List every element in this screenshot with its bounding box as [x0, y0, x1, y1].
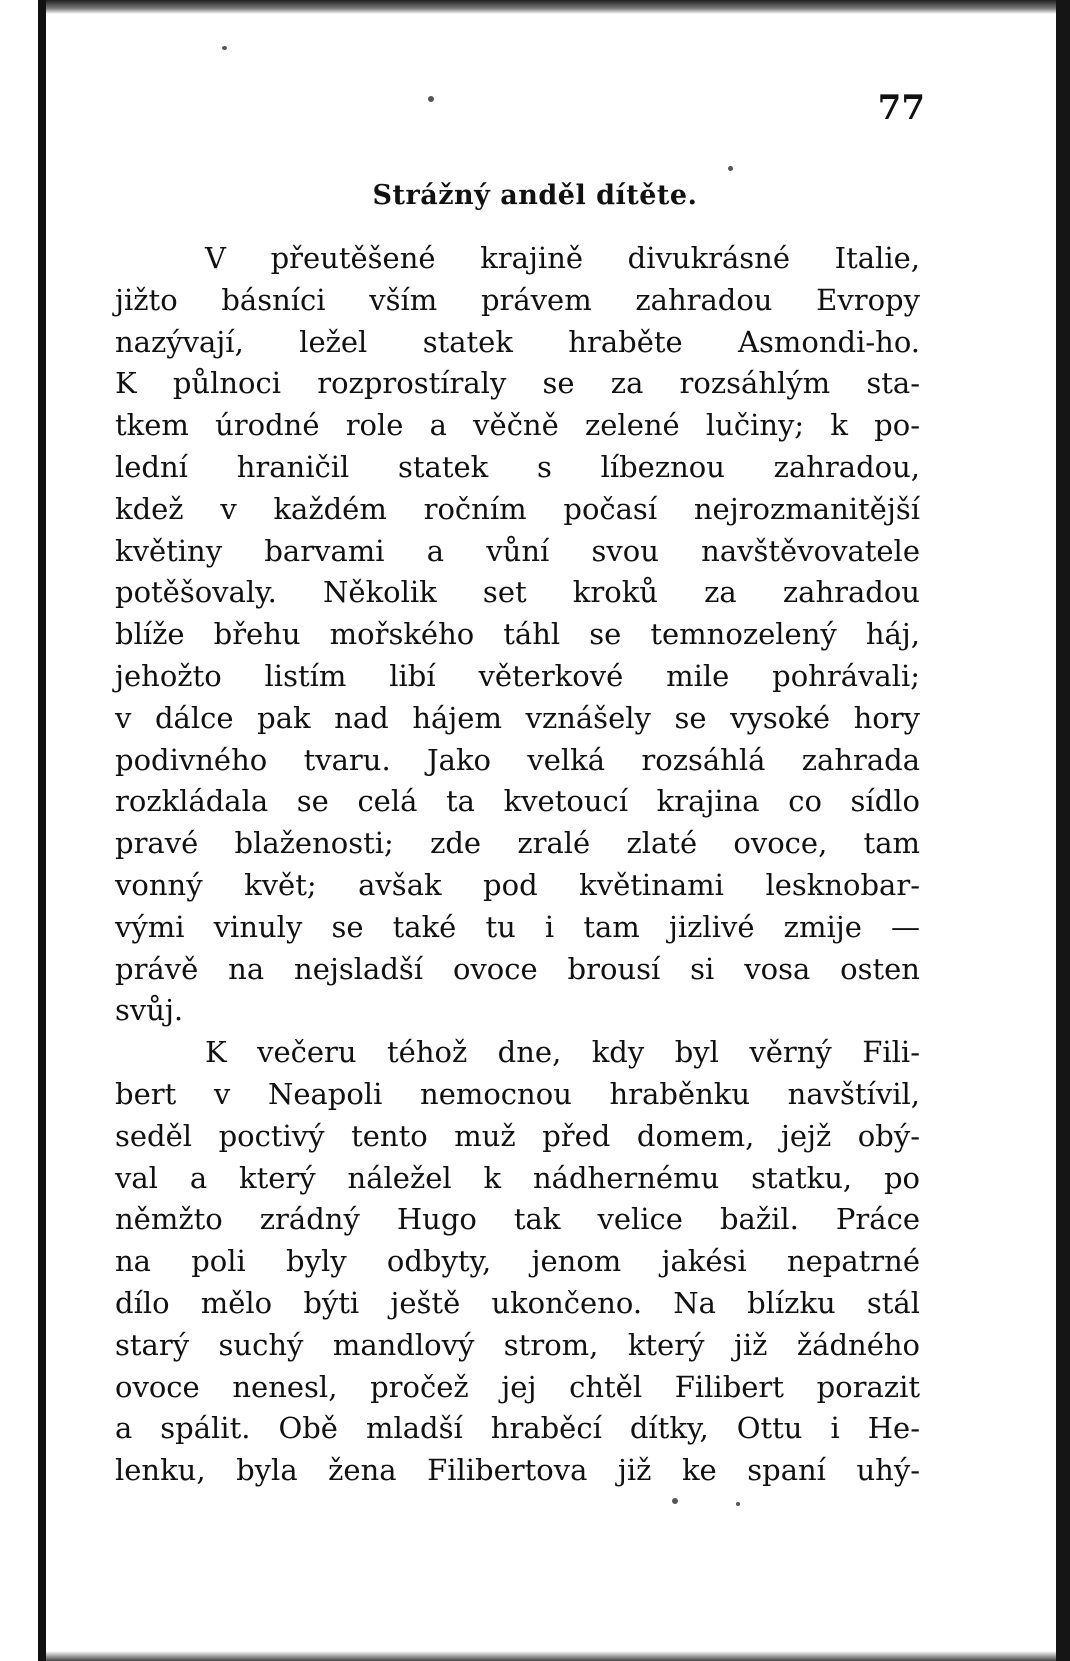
text-line: vonný květ; avšak pod květinami lesknobar- [115, 867, 920, 902]
text-line: jehožto listím libí věterkové mile pohrávali; [115, 658, 920, 693]
text-line: rozkládala se celá ta kvetoucí krajina co sídlo [115, 784, 920, 819]
text-line: ovoce nenesl, pročež jej chtěl Filibert porazit [115, 1369, 920, 1404]
text-line: lenku, byla žena Filibertova již ke spaní uhý- [115, 1453, 920, 1488]
scan-speck [222, 46, 227, 50]
text-line: právě na nejsladší ovoce brousí si vosa osten [115, 951, 920, 986]
text-line: květiny barvami a vůní svou navštěvovatele [115, 533, 920, 568]
page-left-edge [0, 0, 46, 1661]
text-line: pravé blaženosti; zde zralé zlaté ovoce, tam [115, 826, 920, 861]
scan-speck [728, 166, 733, 171]
chapter-heading: Strážný anděl dítěte. [372, 180, 698, 211]
text-line: tkem úrodné role a věčně zelené lučiny; k po- [115, 408, 920, 443]
text-line: val a který náležel k nádhernému statku, po [115, 1160, 920, 1195]
text-line: K večeru téhož dne, kdy byl věrný Fili- [205, 1035, 920, 1070]
text-line: blíže břehu mořského táhl se temnozelený háj, [115, 617, 920, 652]
scan-speck [736, 1502, 740, 1506]
scan-speck [672, 1498, 678, 1504]
text-line: dílo mělo býti ještě ukončeno. Na blízku stál [115, 1285, 920, 1320]
text-line: a spálit. Obě mladší hraběcí dítky, Ottu i He- [115, 1411, 920, 1446]
text-line: němžto zrádný Hugo tak velice bažil. Práce [115, 1202, 920, 1237]
text-line: podivného tvaru. Jako velká rozsáhlá zahrada [115, 742, 920, 777]
text-line: v dálce pak nad hájem vznášely se vysoké hory [115, 700, 920, 735]
text-line: K půlnoci rozprostíraly se za rozsáhlým sta- [115, 366, 920, 401]
text-line: potěšovaly. Několik set kroků za zahradou [115, 575, 920, 610]
text-line: jižto básníci vším právem zahradou Evropy [115, 282, 920, 317]
text-line: na poli byly odbyty, jenom jakési nepatrné [115, 1244, 920, 1279]
body-text [115, 238, 920, 1492]
page-number: 77 [877, 88, 925, 128]
text-line: nazývají, ležel statek hraběte Asmondi-ho. [115, 324, 920, 359]
text-line: V přeutěšené krajině divukrásné Italie, [205, 241, 920, 275]
page-bottom-edge [46, 1651, 1056, 1661]
text-line: svůj. [115, 993, 184, 1028]
scan-speck [428, 96, 434, 102]
text-line: starý suchý mandlový strom, který již žádného [115, 1327, 920, 1362]
page-right-edge [1056, 0, 1070, 1661]
text-line: lední hraničil statek s líbeznou zahradou, [115, 449, 920, 484]
text-line: kdež v každém ročním počasí nejrozmanitější [115, 491, 920, 526]
text-line: vými vinuly se také tu i tam jizlivé zmije — [115, 909, 920, 944]
text-line: bert v Neapoli nemocnou hraběnku navštívil, [115, 1076, 920, 1111]
page-top-edge [46, 0, 1056, 14]
text-line: seděl poctivý tento muž před domem, jejž obý- [115, 1118, 920, 1153]
